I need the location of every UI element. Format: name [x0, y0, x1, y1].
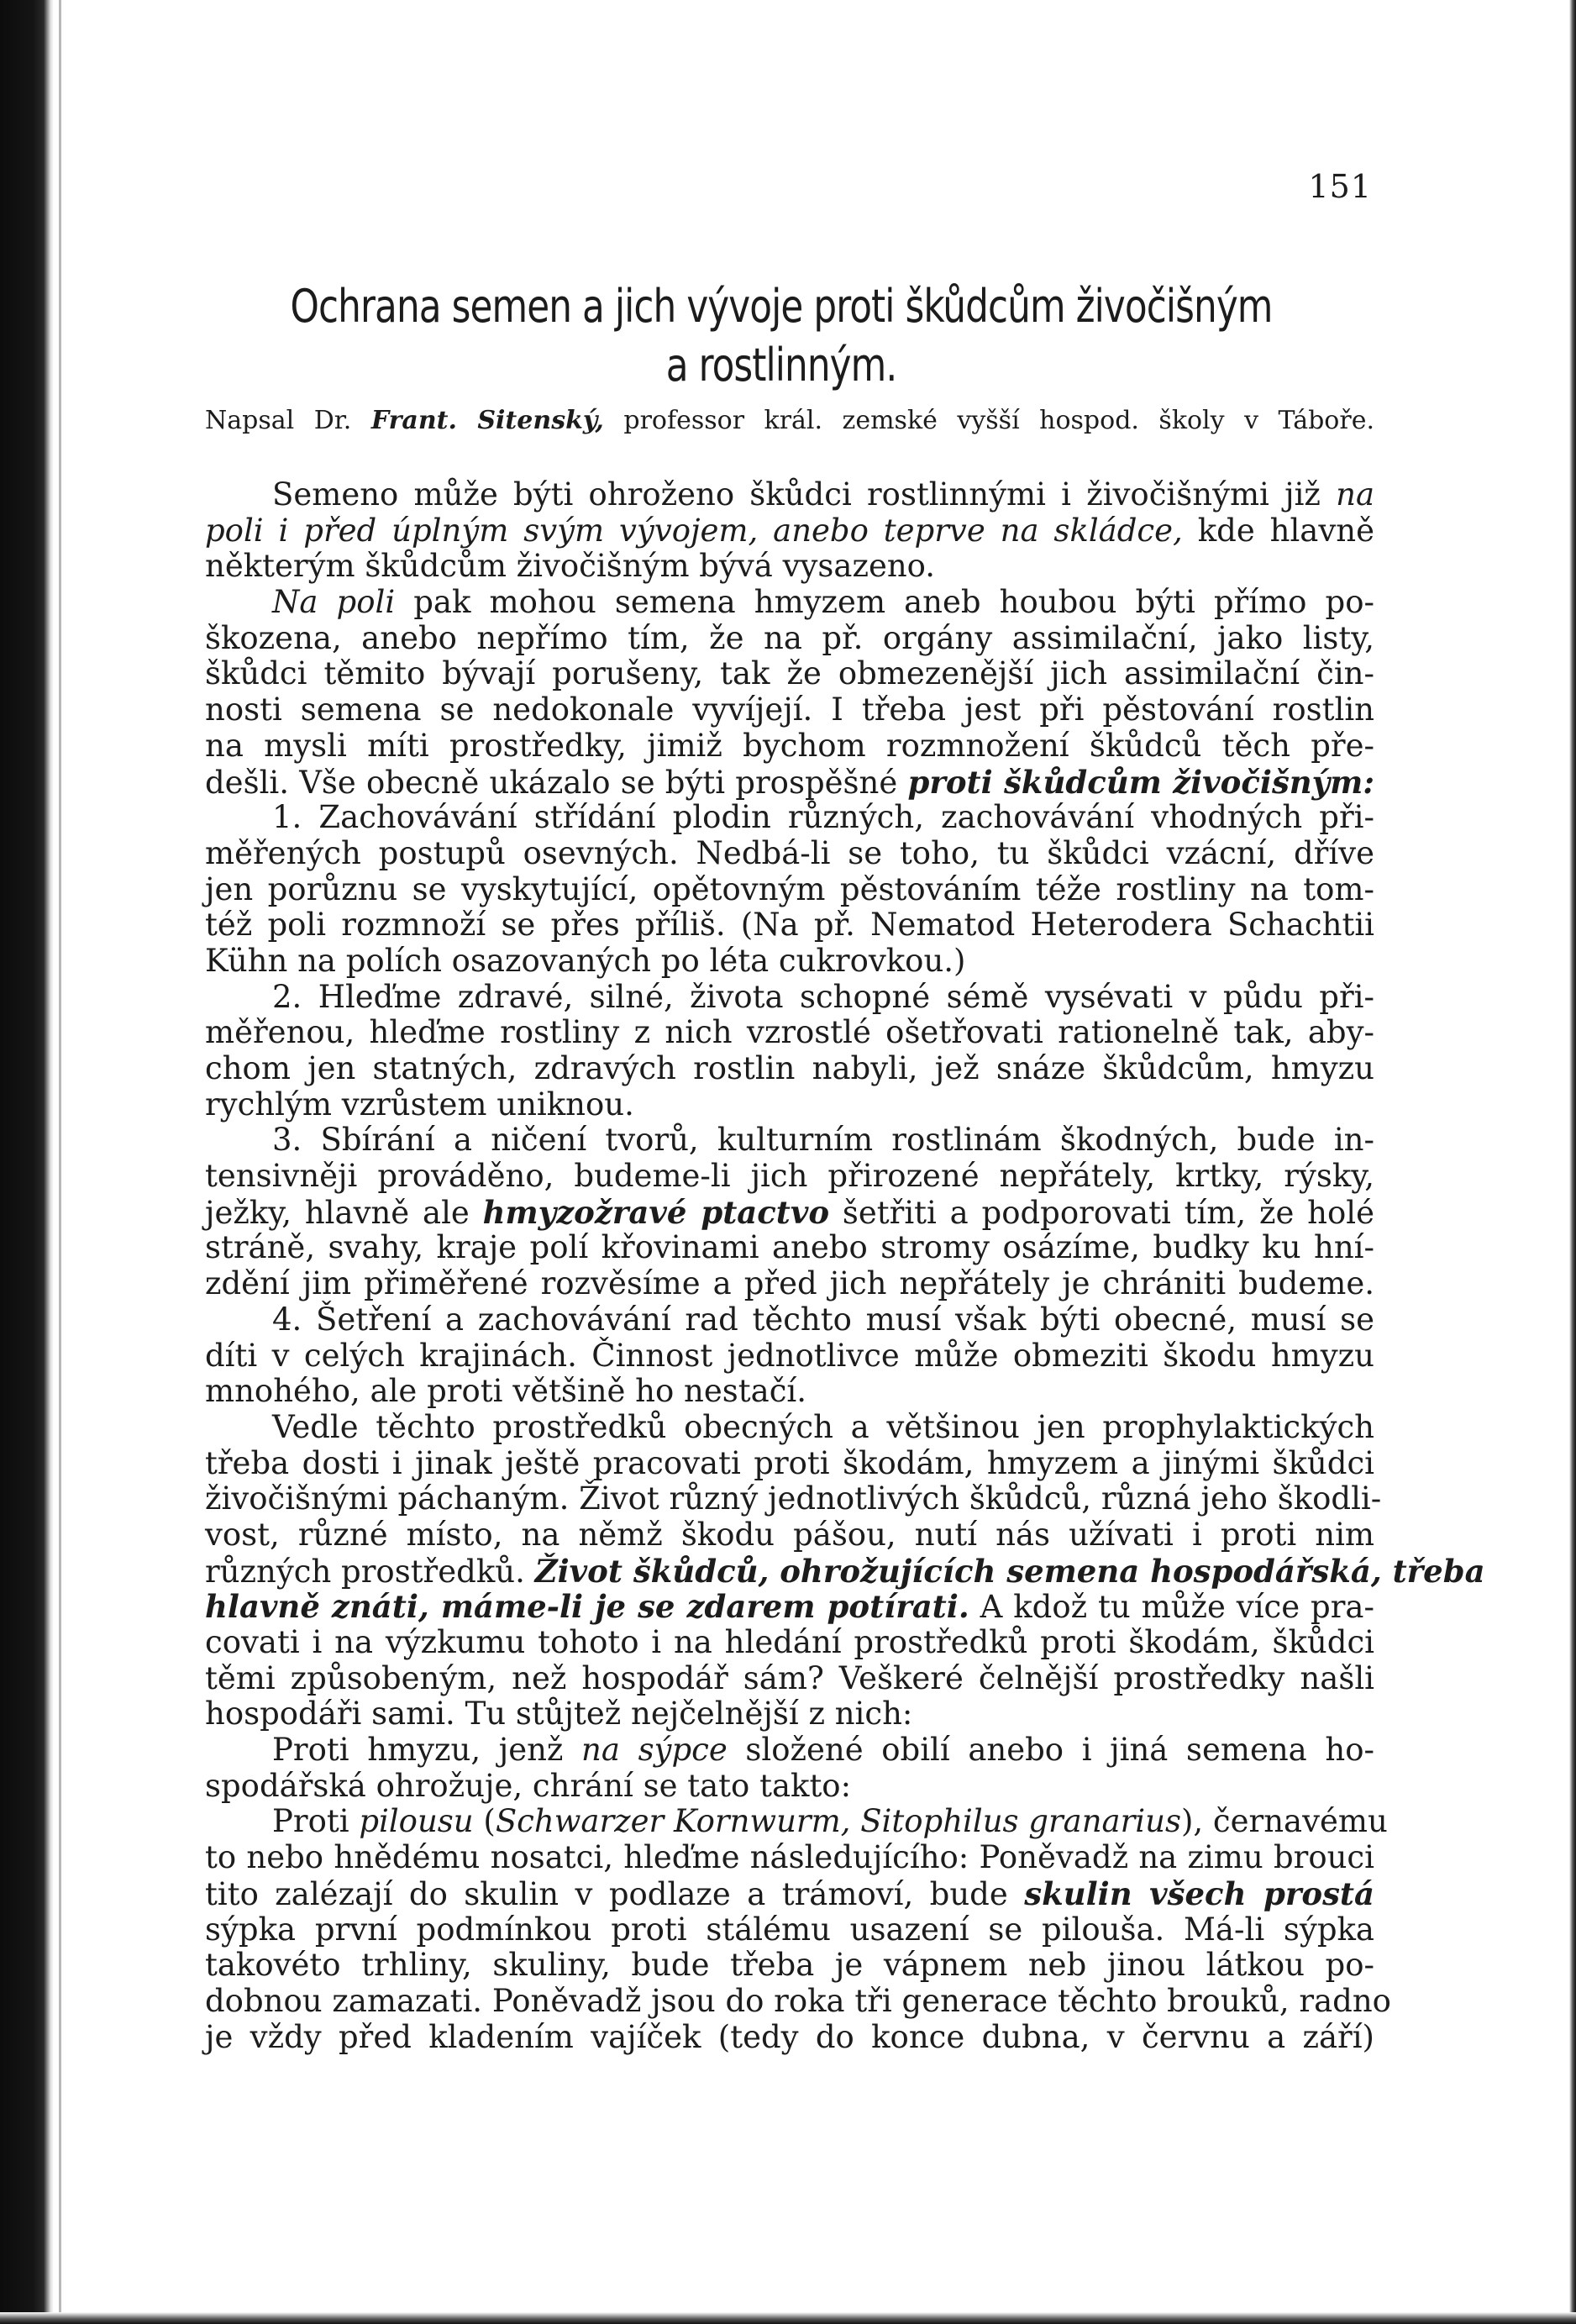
text-run: stráně, svahy, kraje polí křovinami anebo stromy osázíme, budky ku hní- — [205, 1229, 1374, 1266]
text-line — [205, 1123, 1374, 1159]
text-line — [205, 477, 1374, 513]
text-line — [205, 907, 1374, 944]
text-line — [205, 980, 1374, 1016]
emphasis-run: Na poli — [272, 584, 396, 621]
emphasis-run: hlavně znáti, máme-li je se zdarem potírati. — [205, 1588, 969, 1626]
scan-fold-line — [59, 0, 61, 2324]
text-run: škůdci těmito bývají porušeny, tak že obmezenější jich assimilační čin- — [205, 655, 1374, 692]
emphasis-run: proti škůdcům živočišným: — [907, 763, 1374, 801]
emphasis-run: na sýpce — [581, 1732, 728, 1769]
emphasis-run: hmyzožravé ptactvo — [482, 1193, 830, 1231]
text-line — [205, 1552, 1485, 1590]
text-line — [205, 1338, 1374, 1375]
text-run: Kühn na polích osazovaných po léta cukrovkou.) — [205, 942, 966, 979]
text-line — [205, 1661, 1374, 1697]
text-run: živočišnými páchaným. Život různý jednotlivých škůdců, různá jeho škodli- — [205, 1480, 1382, 1517]
text-run: měřenou, hleďme rostliny z nich vzrostlé ošetřovati rationelně tak, aby- — [205, 1014, 1374, 1051]
text-run: rychlým vzrůstem uniknou. — [205, 1086, 634, 1123]
text-line — [205, 1803, 1388, 1840]
scan-shadow-bottom — [0, 2312, 1576, 2324]
text-line — [205, 1625, 1374, 1661]
emphasis-run: pilousu — [359, 1803, 474, 1840]
text-line — [205, 656, 1374, 692]
scan-shadow-right — [1569, 0, 1576, 2324]
article-body — [205, 476, 1485, 2055]
text-run: 4. Šetření a zachovávání rad těchto musí však býti obecné, musí se — [272, 1301, 1374, 1338]
text-run: Vedle těchto prostředků obecných a většinou jen prophylaktických — [272, 1408, 1374, 1445]
emphasis-run: skulin všech prostá — [1024, 1874, 1374, 1912]
text-run: vost, různé místo, na němž škodu pášou, nutí nás užívati i proti nim — [205, 1516, 1374, 1553]
text-run: některým škůdcům živočišným bývá vysazeno. — [205, 548, 936, 585]
text-line — [205, 1840, 1374, 1876]
text-run: ), černavému — [1180, 1803, 1388, 1840]
article-title — [267, 277, 1295, 395]
text-line — [205, 585, 1374, 621]
text-line — [205, 800, 1374, 836]
text-line — [205, 1876, 1374, 1912]
emphasis-run: poli i před úplným svým vývojem, anebo teprve na skládce, — [205, 512, 1183, 549]
emphasis-run: Život škůdců, ohrožujících semena hospodářská, třeba — [534, 1552, 1485, 1590]
text-line — [205, 1446, 1374, 1482]
byline-author: Frant. Sitenský, — [370, 406, 604, 435]
text-run: Proti hmyzu, jenž — [272, 1732, 582, 1769]
text-line — [205, 1769, 1374, 1805]
text-line — [205, 1374, 1374, 1410]
text-run: šetřiti a podporovati tím, že holé — [829, 1194, 1374, 1231]
article-title-line-2: a rostlinným. — [665, 339, 897, 392]
text-run: mnohého, ale proti většině ho nestačí. — [205, 1373, 807, 1410]
text-run: třeba dosti i jinak ještě pracovati proti škodám, hmyzem a jinými škůdci — [205, 1444, 1374, 1481]
text-line — [205, 2020, 1374, 2056]
page-number: 151 — [1308, 168, 1372, 205]
emphasis-run: Schwarzer Kornwurm, Sitophilus granarius — [495, 1803, 1181, 1840]
text-run: je vždy před kladením vajíček (tedy do konce dubna, v červnu a září) — [205, 2018, 1374, 2055]
text-line — [205, 1912, 1374, 1948]
scan-shadow-left — [0, 0, 54, 2324]
text-run: dešli. Vše obecně ukázalo se býti prospěšné — [205, 764, 908, 801]
text-run: složené obilí anebo i jiná semena ho- — [727, 1732, 1374, 1769]
text-run: tensivněji prováděno, budeme-li jich přirozené nepřátely, krtky, rýsky, — [205, 1158, 1374, 1195]
text-line — [205, 1696, 1374, 1732]
text-run: nosti semena se nedokonale vyvíjejí. I třeba jest při pěstování rostlin — [205, 691, 1374, 728]
text-line — [205, 1732, 1374, 1769]
text-run: 2. Hleďme zdravé, silné, života schopné sémě vysévati v půdu při- — [272, 978, 1374, 1015]
text-line — [205, 836, 1374, 872]
text-run: zdění jim přiměřené rozvěsíme a před jich nepřátely je chrániti budeme. — [205, 1265, 1374, 1302]
text-line — [205, 765, 1374, 801]
text-run: různých prostředků. — [205, 1553, 535, 1590]
text-run: na mysli míti prostředky, jimiž bychom rozmnožení škůdců těch pře- — [205, 727, 1374, 764]
text-line — [205, 513, 1374, 549]
text-line — [205, 872, 1374, 908]
text-run: též poli rozmnoží se přes příliš. (Na př. Nematod Heterodera Schachtii — [205, 907, 1374, 944]
text-run: to nebo hnědému nosatci, hleďme následujícího: Poněvadž na zimu brouci — [205, 1839, 1374, 1876]
text-run: dobnou zamazati. Poněvadž jsou do roka tři generace těchto brouků, radno — [205, 1982, 1391, 2019]
text-line — [205, 1230, 1374, 1266]
article-title-line-1: Ochrana semen a jich vývoje proti škůdcům živočišným — [290, 280, 1273, 333]
text-line — [205, 944, 1374, 980]
text-run: takovéto trhliny, skuliny, bude třeba je vápnem neb jinou látkou po- — [205, 1947, 1374, 1984]
text-line — [205, 1410, 1374, 1446]
text-line — [205, 1051, 1374, 1087]
text-run: těmi způsobeným, než hospodář sám? Veškeré čelnější prostředky našli — [205, 1659, 1374, 1696]
text-line — [205, 728, 1374, 765]
text-line — [205, 1480, 1382, 1517]
text-run: Semeno může býti ohroženo škůdci rostlinnými i živočišnými již — [272, 476, 1337, 513]
text-run: ježky, hlavně ale — [205, 1194, 483, 1231]
text-line — [205, 692, 1374, 728]
text-run: měřených postupů osevných. Nedbá-li se toho, tu škůdci vzácní, dříve — [205, 834, 1374, 871]
text-run: 3. Sbírání a ničení tvorů, kulturním rostlinám škodných, bude in- — [272, 1122, 1374, 1159]
text-run: kde hlavně — [1182, 512, 1374, 549]
text-run: hospodáři sami. Tu stůjtež nejčelnější z nich: — [205, 1696, 913, 1732]
text-line — [205, 1159, 1374, 1195]
text-line — [205, 1266, 1374, 1302]
emphasis-run: na — [1336, 476, 1374, 513]
byline-prefix: Napsal Dr. — [205, 406, 352, 435]
text-run: tito zalézají do skulin v podlaze a trámoví, bude — [205, 1875, 1025, 1912]
text-run: sýpka první podmínkou proti stálému usazení se pilouša. Má-li sýpka — [205, 1911, 1374, 1948]
byline — [205, 404, 1374, 438]
text-run: 1. Zachovávání střídání plodin různých, zachovávání vhodných při- — [272, 799, 1374, 836]
text-run: spodářská ohrožuje, chrání se tato takto: — [205, 1767, 852, 1804]
text-run: jen porůznu se vyskytující, opětovným pěstováním téže rostliny na tom- — [205, 870, 1374, 907]
text-run: pak mohou semena hmyzem aneb houbou býti přímo po- — [395, 584, 1374, 621]
text-line — [205, 1948, 1374, 1984]
text-line — [205, 621, 1374, 657]
text-run: Proti — [272, 1803, 360, 1840]
text-line — [205, 1517, 1374, 1554]
text-line — [205, 1302, 1374, 1338]
text-run: covati i na výzkumu tohoto i na hledání prostředků proti škodám, škůdci — [205, 1624, 1374, 1660]
text-line — [205, 1982, 1391, 2020]
byline-suffix: professor král. zemské vyšší hospod. školy v Táboře. — [623, 406, 1374, 435]
text-run: škozena, anebo nepřímo tím, že na př. orgány assimilační, jako listy, — [205, 619, 1374, 656]
text-run: díti v celých krajinách. Činnost jednotlivce může obmeziti škodu hmyzu — [205, 1337, 1374, 1374]
text-line — [205, 1015, 1374, 1051]
text-run: A kdož tu může více pra- — [969, 1589, 1374, 1626]
text-line — [205, 1087, 1374, 1123]
text-run: ( — [473, 1803, 496, 1840]
text-run: chom jen statných, zdravých rostlin nabyli, jež snáze škůdcům, hmyzu — [205, 1050, 1374, 1086]
text-line — [205, 1589, 1374, 1625]
text-line — [205, 549, 1374, 585]
text-line — [205, 1195, 1374, 1231]
